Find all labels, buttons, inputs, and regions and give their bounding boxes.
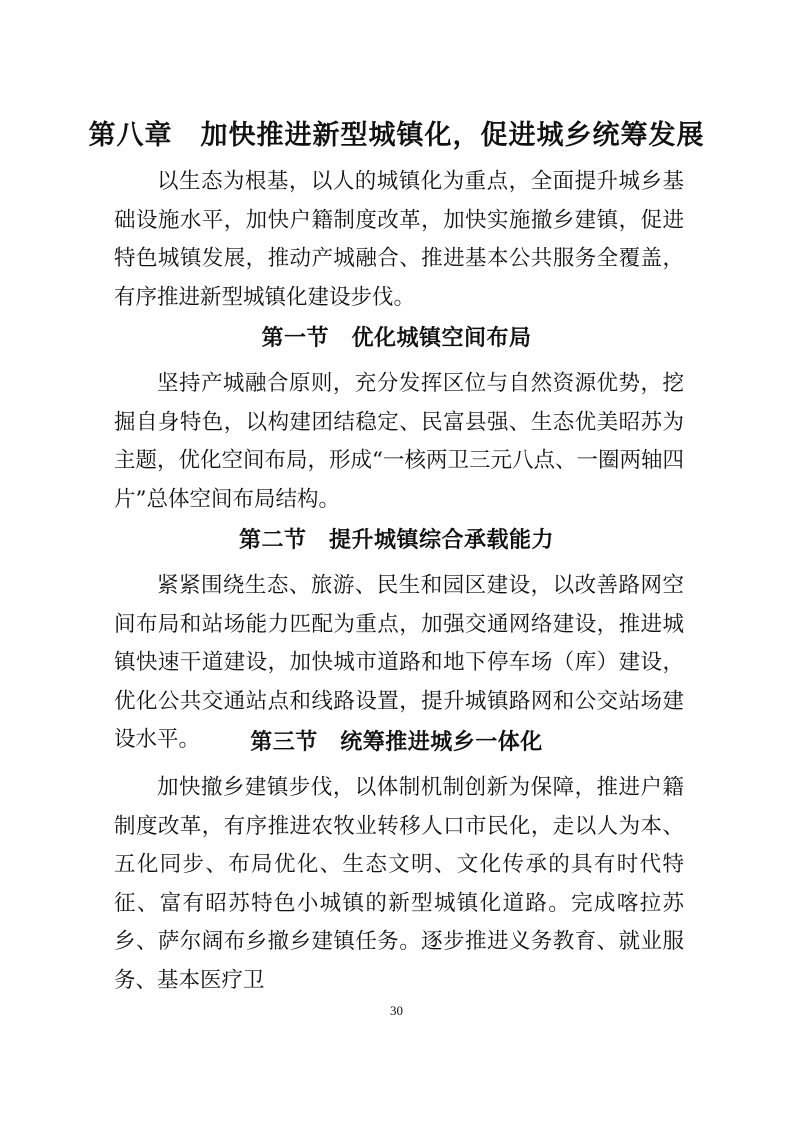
page-number: 30: [390, 1003, 403, 1018]
section-title-2: 第二节 提升城镇综合承载能力: [238, 528, 554, 553]
section-body-1: 坚持产城融合原则，充分发挥区位与自然资源优势，挖掘自身特色，以构建团结稳定、民富县强、生态优美昭苏为主题，优化空间布局，形成“一核两卫三元八点、一圈两轴四片”总体空间布局结构。: [114, 371, 684, 512]
section-title-3: 第三节 统筹推进城乡一体化: [250, 730, 543, 755]
section-body-3: 加快撤乡建镇步伐，以体制机制创新为保障，推进户籍制度改革，有序推进农牧业转移人口市民化，走以人为本、五化同步、布局优化、生态文明、文化传承的具有时代特征、富有昭苏特色小城镇的新型城镇化道路。完成喀拉苏乡、萨尔阔布乡撤乡建镇任务。逐步推进义务教育、就业服务、基本医疗卫: [114, 775, 684, 993]
section-title-1: 第一节 优化城镇空间布局: [261, 326, 532, 351]
intro-paragraph: 以生态为根基，以人的城镇化为重点，全面提升城乡基础设施水平，加快户籍制度改革，加快实施撤乡建镇，促进特色城镇发展，推动产城融合、推进基本公共服务全覆盖，有序推进新型城镇化建设步伐。: [114, 169, 684, 310]
chapter-title: 第八章 加快推进新型城镇化，促进城乡统筹发展: [88, 120, 705, 151]
section-body-2: 紧紧围绕生态、旅游、民生和园区建设，以改善路网空间布局和站场能力匹配为重点，加强交通网络建设，推进城镇快速干道建设，加快城市道路和地下停车场（库）建设，优化公共交通站点和线路设置，提升城镇路网和公交站场建设水平。: [114, 573, 684, 753]
